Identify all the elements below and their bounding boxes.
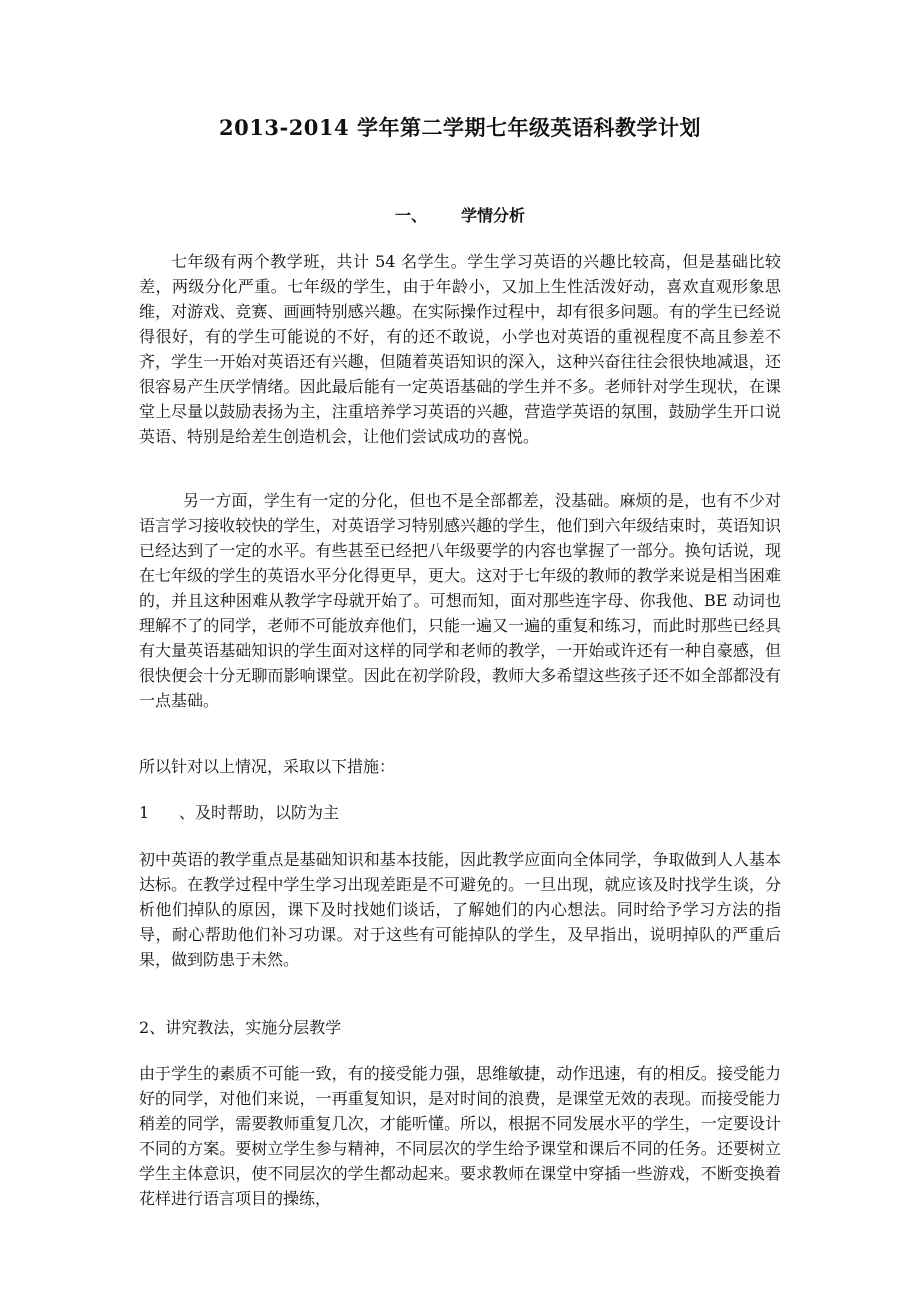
section-number: 一、 bbox=[394, 206, 427, 225]
measure-number: 1 bbox=[139, 803, 150, 822]
measure-title: 、及时帮助，以防为主 bbox=[179, 803, 340, 822]
paragraph-student-analysis: 七年级有两个教学班，共计 54 名学生。学生学习英语的兴趣比较高，但是基础比较差，两级分化严重。七年级的学生，由于年龄小，又加上生性活泼好动，喜欢直观形象思维，对游戏、竞赛、画画特别感兴趣。在实际操作过程中，却有很多问题。有的学生已经说得很好，有的学生可能说的不好，有的还不敢说，小学也对英语的重视程度不高且参差不齐，学生一开始对英语还有兴趣，但随着英语知识的深入，这种兴奋往往会很快地减退，还很容易产生厌学情绪。因此最后能有一定英语基础的学生并不多。老师针对学生现状，在课堂上尽量以鼓励表扬为主，注重培养学习英语的兴趣，营造学英语的氛围，鼓励学生开口说英语、特别是给差生创造机会，让他们尝试成功的喜悦。 bbox=[139, 252, 781, 446]
section-heading-1 bbox=[0, 203, 920, 226]
document-title: 2013-2014 学年第二学期七年级英语科教学计划 bbox=[219, 115, 701, 140]
paragraph-timely-help: 初中英语的教学重点是基础知识和基本技能，因此教学应面向全体同学，争取做到人人基本达标。在教学过程中学生学习出现差距是不可避免的。一旦出现，就应该及时找学生谈，分析他们掉队的原因，课下及时找她们谈话，了解她们的内心想法。同时给予学习方法的指导，耐心帮助他们补习功课。对于这些有可能掉队的学生，及早指出，说明掉队的严重后果，做到防患于未然。 bbox=[139, 850, 781, 969]
paragraph-layered-teaching: 由于学生的素质不可能一致，有的接受能力强，思维敏捷，动作迅速，有的相反。接受能力好的同学，对他们来说，一再重复知识，是对时间的浪费，是课堂无效的表现。而接受能力稍差的同学，需要教师重复几次，才能听懂。所以，根据不同发展水平的学生，一定要设计不同的方案。要树立学生参与精神，不同层次的学生给予课堂和课后不同的任务。还要树立学生主体意识，使不同层次的学生都动起来。要求教师在课堂中穿插一些游戏，不断变换着花样进行语言项目的操练， bbox=[139, 1064, 781, 1208]
paragraph-measures-intro: 所以针对以上情况，采取以下措施： bbox=[139, 757, 396, 776]
measure-title: 、讲究教法，实施分层教学 bbox=[149, 1018, 342, 1037]
measure-heading-1 bbox=[139, 800, 339, 823]
measure-number: 2 bbox=[139, 1018, 150, 1037]
section-title: 学情分析 bbox=[461, 206, 526, 225]
paragraph-differentiation: 另一方面，学生有一定的分化，但也不是全部都差，没基础。麻烦的是，也有不少对语言学习接收较快的学生，对英语学习特别感兴趣的学生，他们到六年级结束时，英语知识已经达到了一定的水平。有些甚至已经把八年级要学的内容也掌握了一部分。换句话说，现在七年级的学生的英语水平分化得更早，更大。这对于七年级的教师的教学来说是相当困难的，并且这种困难从教学字母就开始了。可想而知，面对那些连字母、你我他、BE 动词也理解不了的同学，老师不可能放弃他们，只能一遍又一遍的重复和练习，而此时那些已经具有大量英语基础知识的学生面对这样的同学和老师的教学，一开始或许还有一种自豪感，但很快便会十分无聊而影响课堂。因此在初学阶段，教师大多希望这些孩子还不如全部都没有一点基础。 bbox=[139, 491, 781, 710]
measure-heading-2 bbox=[139, 1015, 341, 1038]
